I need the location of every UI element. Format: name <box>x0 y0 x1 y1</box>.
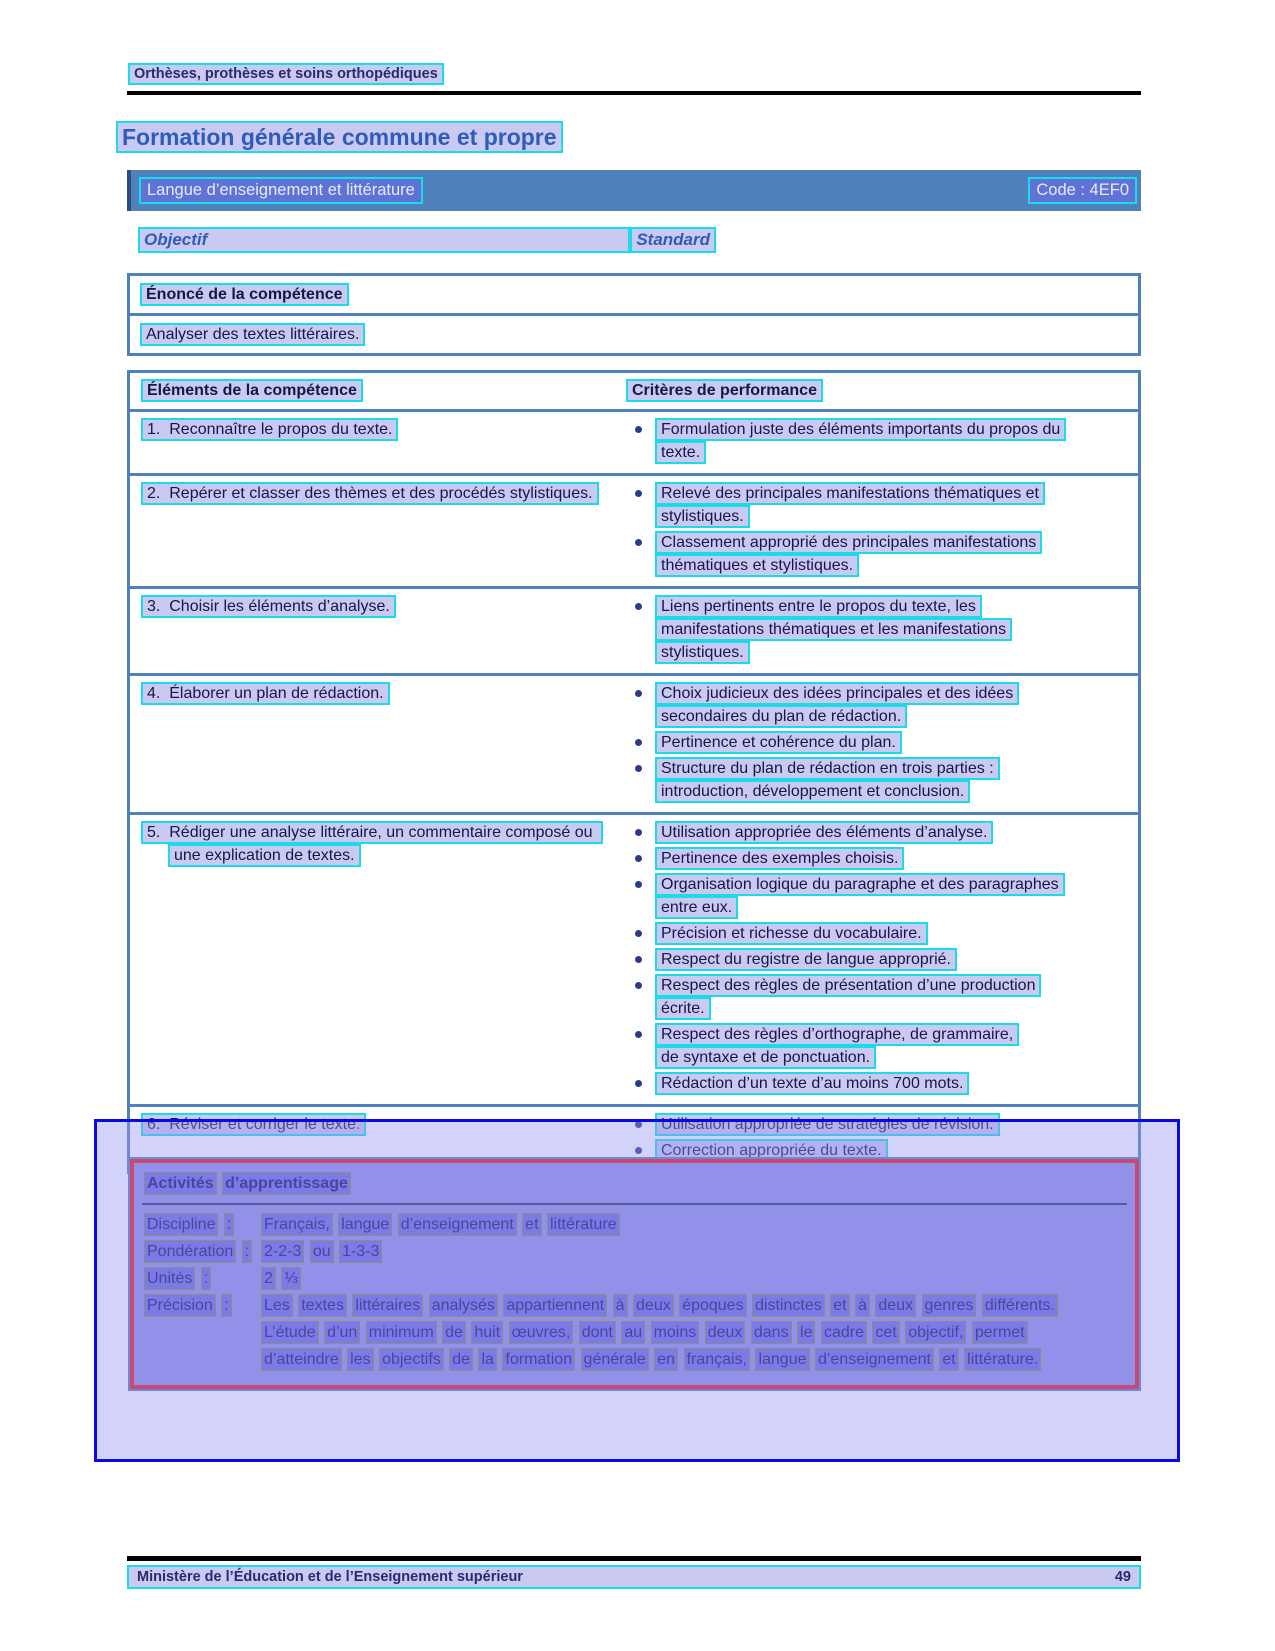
criterion: Respect des règles d’orthographe, de grammaire, de syntaxe et de ponctuation. <box>626 1023 1027 1069</box>
table-row <box>130 676 1138 812</box>
element-3: 3. Choisir les éléments d’analyse. <box>141 595 396 618</box>
footer-rule <box>127 1556 1141 1561</box>
table-row <box>130 589 1138 673</box>
precision-paragraph-1: Les textes littéraires analysés appartiennent à deux époques distinctes et à deux genres différents. <box>261 1292 1061 1319</box>
element-6: 6. Réviser et corriger le texte. <box>141 1113 366 1136</box>
element-5: 5. Rédiger une analyse littéraire, un commentaire composé ou une explication de textes. <box>141 821 603 867</box>
objectif-label: Objectif <box>138 227 630 253</box>
criterion: Formulation juste des éléments importants du propos du texte. <box>626 418 1066 464</box>
col-header-elements: Éléments de la compétence <box>130 379 616 403</box>
activites-divider <box>142 1203 1127 1205</box>
activites-header: Activités d’apprentissage <box>144 1171 1125 1203</box>
activites-row-ponderation <box>144 1238 1125 1265</box>
page-number: 49 <box>1114 1569 1131 1585</box>
criterion: Rédaction d’un texte d’au moins 700 mots. <box>626 1072 1066 1095</box>
criterion: Correction appropriée du texte. <box>626 1139 1066 1162</box>
criterion: Utilisation appropriée des éléments d’analyse. <box>626 821 1066 844</box>
subject-name: Langue d’enseignement et littérature <box>139 177 423 204</box>
course-code: Code : 4EF0 <box>1028 177 1137 204</box>
subject-code-bar <box>127 170 1141 211</box>
criterion: Relevé des principales manifestations thématiques et stylistiques. <box>626 482 1066 528</box>
running-header <box>128 66 444 82</box>
element-4: 4. Élaborer un plan de rédaction. <box>141 682 390 705</box>
criterion: Structure du plan de rédaction en trois parties : introduction, développement et conclusion. <box>626 757 1066 803</box>
row-value: Français, langue d’enseignement et littérature <box>261 1211 1061 1238</box>
row-value: 2 ⅓ <box>261 1265 1061 1292</box>
header-rule <box>127 91 1141 95</box>
precision-paragraph-2: L’étude d’un minimum de huit œuvres, dont au moins deux dans le cadre cet objectif, permet d’atteindre les objectifs de la formation générale en français, langue d’enseignement et littérature. <box>261 1319 1061 1373</box>
row-value: 2-2-3 ou 1-3-3 <box>261 1238 1061 1265</box>
criterion: Respect des règles de présentation d’une production écrite. <box>626 974 1066 1020</box>
red-period: . <box>355 1116 361 1133</box>
criterion: Choix judicieux des idées principales et des idées secondaires du plan de rédaction. <box>626 682 1066 728</box>
table-row <box>130 815 1138 1104</box>
criterion: Pertinence des exemples choisis. <box>626 847 1066 870</box>
row-value <box>261 1292 1061 1373</box>
row-label: Précision : <box>144 1292 261 1373</box>
activites-table <box>128 1157 1141 1391</box>
page-title: Formation générale commune et propre <box>116 124 563 151</box>
competence-table-header <box>130 373 1138 409</box>
table-row <box>130 412 1138 473</box>
objectif-standard-row <box>138 227 716 253</box>
col-header-criteres: Critères de performance <box>616 379 1138 403</box>
row-label: Unités : <box>144 1265 261 1292</box>
element-2: 2. Repérer et classer des thèmes et des procédés stylistiques. <box>141 482 599 505</box>
running-header-text: Orthèses, prothèses et soins orthopédiques <box>128 63 444 85</box>
criterion: Classement approprié des principales manifestations thématiques et stylistiques. <box>626 531 1066 577</box>
footer-text: Ministère de l’Éducation et de l’Enseignement supérieur <box>137 1569 523 1585</box>
activites-row-discipline <box>144 1211 1125 1238</box>
criterion: Utilisation appropriée de stratégies de révision. <box>626 1113 1066 1136</box>
criterion: Pertinence et cohérence du plan. <box>626 731 1066 754</box>
enonce-table <box>127 273 1141 356</box>
enonce-header-cell: Énoncé de la compétence <box>130 276 1138 313</box>
criterion: Précision et richesse du vocabulaire. <box>626 922 1066 945</box>
criterion: Liens pertinents entre le propos du texte, les manifestations thématiques et les manifestations stylistiques. <box>626 595 1066 664</box>
activites-row-unites <box>144 1265 1125 1292</box>
enonce-statement-cell: Analyser des textes littéraires. <box>130 316 1138 353</box>
element-1: 1. Reconnaître le propos du texte. <box>141 418 398 441</box>
criterion: Respect du registre de langue approprié. <box>626 948 1066 971</box>
standard-label: Standard <box>630 227 716 253</box>
activites-table-inner <box>130 1159 1139 1389</box>
row-label: Pondération : <box>144 1238 261 1265</box>
competence-table <box>127 370 1141 1174</box>
criterion: Organisation logique du paragraphe et des paragraphes entre eux. <box>626 873 1066 919</box>
table-row <box>130 476 1138 586</box>
row-label: Discipline : <box>144 1211 261 1238</box>
footer-bar <box>127 1565 1141 1589</box>
activites-row-precision <box>144 1292 1125 1373</box>
